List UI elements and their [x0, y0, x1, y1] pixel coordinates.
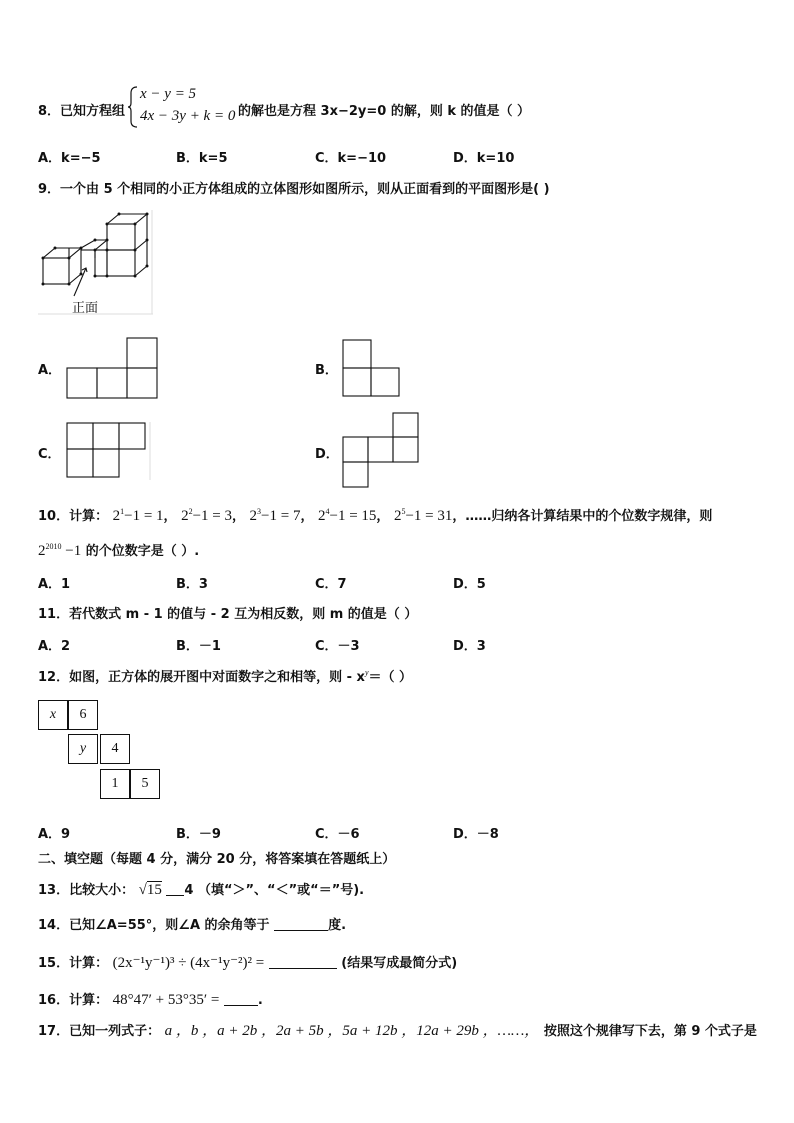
- q11-text: 11．若代数式 m - 1 的值与 - 2 互为相反数，则 m 的值是（ ）: [38, 607, 418, 622]
- q9-figure-a[interactable]: [66, 338, 158, 400]
- q8-option-d[interactable]: D．k=10: [453, 151, 515, 166]
- net-cell-6: 6: [68, 700, 98, 730]
- q9-option-b[interactable]: B．: [315, 363, 338, 378]
- q8-prefix: 8．已知方程组: [38, 104, 126, 119]
- q11-option-a[interactable]: A．2: [38, 639, 71, 654]
- q10-option-d[interactable]: D．5: [453, 577, 486, 592]
- q11-option-b[interactable]: B．－1: [176, 639, 221, 654]
- q12-option-b[interactable]: B．－9: [176, 827, 221, 842]
- net-cell-5: 5: [130, 769, 160, 799]
- net-cell-y: y: [68, 734, 98, 764]
- brace-icon: [128, 86, 138, 128]
- q11-option-d[interactable]: D．3: [453, 639, 486, 654]
- q10-line1: 10．计算： $2^1-1 = 1$， $2^2-1 = 3$， $2^3-1 = 7$， $2^4-1 = 15$， $2^5-1 = 31$，……归纳各计算结果中的个位数字规律，则: [38, 507, 713, 524]
- q9-figure-d[interactable]: [342, 412, 422, 492]
- q11-option-c[interactable]: C．－3: [315, 639, 360, 654]
- q15-text: 15．计算： (2x⁻¹y⁻¹)³ ÷ (4x⁻¹y⁻²)² = (结果写成最简分式): [38, 955, 458, 971]
- q13-text: 13．比较大小： √15 4 （填“＞”、“＜”或“＝”号).: [38, 882, 365, 898]
- q14-text: 14．已知∠A=55°，则∠A 的余角等于 度.: [38, 918, 347, 933]
- q12-text: 12．如图，正方体的展开图中对面数字之和相等，则 - $x^y=$（ ）: [38, 668, 413, 685]
- q8-suffix: 的解也是方程 3x−2y=0 的解，则 k 的值是（ ）: [238, 104, 531, 119]
- q9-text: 9．一个由 5 个相同的小正方体组成的立体图形如图所示，则从正面看到的平面图形是( ): [38, 182, 550, 197]
- q10-option-b[interactable]: B．3: [176, 577, 208, 592]
- q15-blank[interactable]: [269, 954, 337, 969]
- q13-blank[interactable]: [166, 881, 184, 896]
- q10-line2: $2^{2010} -1$ 的个位数字是（ ）.: [38, 542, 200, 559]
- q14-blank[interactable]: [274, 916, 328, 931]
- q8-option-b[interactable]: B．k=5: [176, 151, 228, 166]
- net-cell-x: x: [38, 700, 68, 730]
- q8-option-c[interactable]: C．k=−10: [315, 151, 387, 166]
- q8-option-a[interactable]: A．k=−5: [38, 151, 101, 166]
- q17-text: 17．已知一列式子： a ，b ，a + 2b ，2a + 5b ，5a + 12b ，12a + 29b ，……， 按照这个规律写下去，第 9 个式子是: [38, 1023, 757, 1039]
- q9-option-d[interactable]: D．: [315, 447, 339, 462]
- sqrt-icon: √15: [138, 882, 162, 898]
- q9-option-a[interactable]: A．: [38, 363, 62, 378]
- net-cell-4: 4: [100, 734, 130, 764]
- q12-option-a[interactable]: A．9: [38, 827, 71, 842]
- q12-option-d[interactable]: D．－8: [453, 827, 499, 842]
- q12-option-c[interactable]: C．－6: [315, 827, 360, 842]
- cube-net: [38, 700, 162, 800]
- q16-text: 16．计算： 48°47′ + 53°35′ = .: [38, 992, 263, 1008]
- q9-figure-b[interactable]: [342, 338, 404, 400]
- q10-option-a[interactable]: A．1: [38, 577, 71, 592]
- q8-equation-2: 4x − 3y + k = 0: [140, 108, 236, 124]
- q8-equation-1: x − y = 5: [140, 86, 197, 102]
- q9-option-c[interactable]: C．: [38, 447, 61, 462]
- front-label: 正面: [72, 301, 99, 316]
- q10-option-c[interactable]: C．7: [315, 577, 347, 592]
- q9-figure-c[interactable]: [66, 422, 152, 482]
- section-2-heading: 二、填空题（每题 4 分，满分 20 分，将答案填在答题纸上）: [38, 852, 396, 867]
- net-cell-1: 1: [100, 769, 130, 799]
- q16-blank[interactable]: [224, 991, 258, 1006]
